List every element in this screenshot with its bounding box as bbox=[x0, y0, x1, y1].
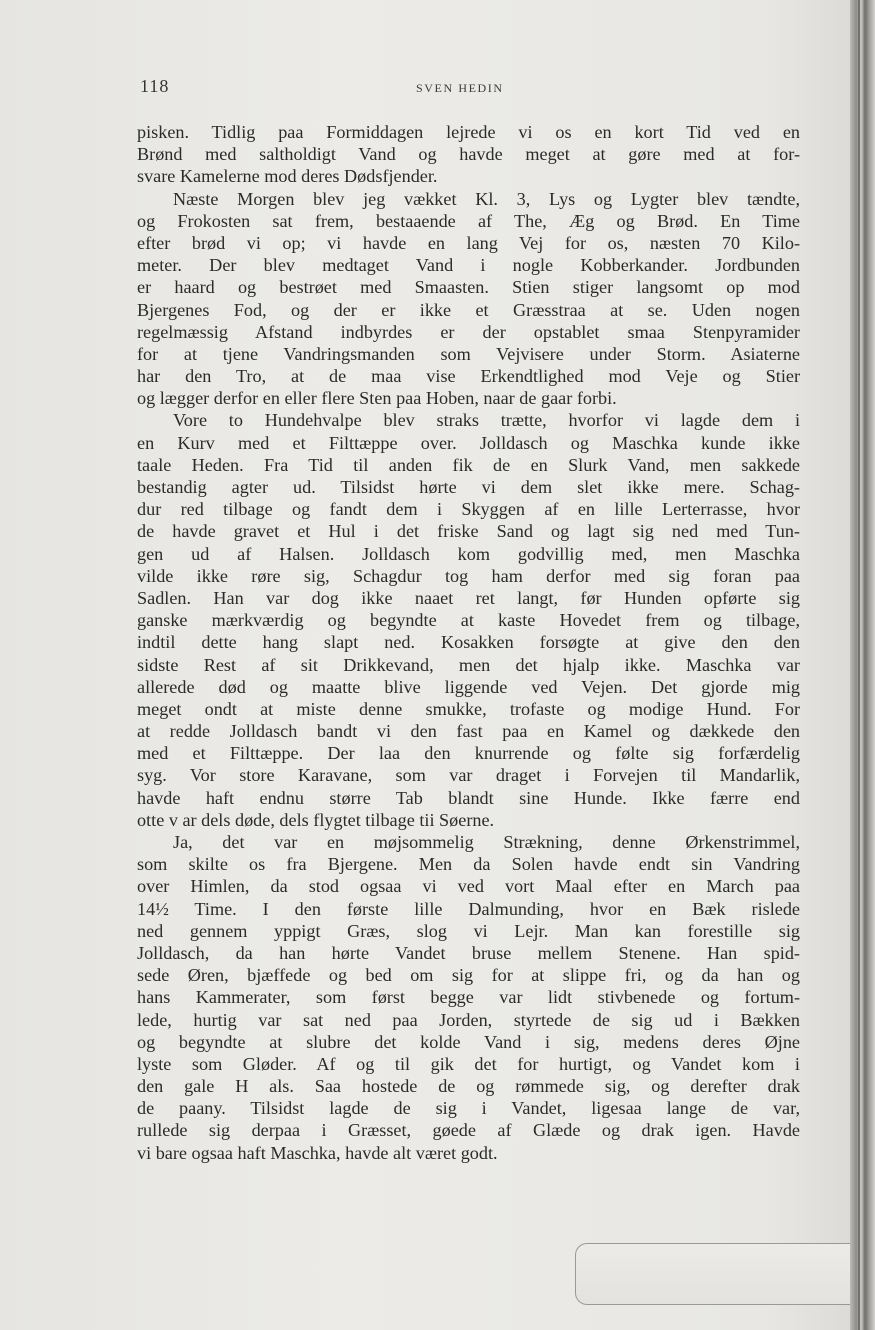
text-line: otte v ar dels døde, dels flygtet tilbage tii Søerne. bbox=[137, 809, 495, 830]
text-line: 14½ Time. I den første lille Dalmunding, hvor en Bæk rislede bbox=[137, 898, 800, 919]
running-title: SVEN HEDIN bbox=[416, 81, 504, 95]
page-number: 118 bbox=[140, 76, 170, 96]
text-line: syg. Vor store Karavane, som var draget i Forvejen til Mandarlik, bbox=[137, 765, 800, 786]
text-line: med et Filttæppe. Der laa den knurrende og følte sig forfærdelig bbox=[137, 743, 800, 764]
text-line: og Frokosten sat frem, bestaaende af The, Æg og Brød. En Time bbox=[137, 210, 800, 231]
text-line: sidste Rest af sit Drikkevand, men det hjalp ikke. Maschka var bbox=[137, 654, 800, 675]
text-line: taale Heden. Fra Tid til anden fik de en Slurk Vand, men sakkede bbox=[137, 454, 800, 475]
text-line: er haard og bestrøet med Smaasten. Stien stiger langsomt op mod bbox=[137, 277, 800, 298]
text-line: de havde gravet et Hul i det friske Sand og lagt sig ned med Tun- bbox=[137, 521, 800, 542]
text-line: for at tjene Vandringsmanden som Vejvisere under Storm. Asiaterne bbox=[137, 343, 800, 364]
text-line: rullede sig derpaa i Græsset, gøede af Glæde og drak igen. Havde bbox=[137, 1120, 800, 1141]
text-line: dur red tilbage og fandt dem i Skyggen af en lille Lerterrasse, hvor bbox=[137, 499, 800, 520]
text-line: Næste Morgen blev jeg vækket Kl. 3, Lys og Lygter blev tændte, bbox=[173, 188, 800, 209]
text-line: hans Kammerater, som først begge var lidt stivbenede og fortum- bbox=[137, 987, 800, 1008]
text-line: den gale H als. Saa hostede de og rømmede sig, og derefter drak bbox=[137, 1076, 800, 1097]
text-line: en Kurv med et Filttæppe over. Jolldasch og Maschka kunde ikke bbox=[137, 432, 800, 453]
text-line: vi bare ogsaa haft Maschka, havde alt været godt. bbox=[137, 1142, 498, 1163]
text-line: Brønd med saltholdigt Vand og havde meget at gøre med at for- bbox=[137, 144, 800, 165]
text-line: bestandig agter ud. Tilsidst hørte vi dem slet ikke mere. Schag- bbox=[137, 477, 800, 497]
text-line: lyste som Gløder. Af og til gik det for hurtigt, og Vandet kom i bbox=[137, 1053, 800, 1074]
text-line: allerede død og maatte blive liggende ved Vejen. Det gjorde mig bbox=[137, 676, 800, 697]
text-line: sede Øren, bjæffede og bed om sig for at slippe fri, og da han og bbox=[137, 965, 800, 986]
body-text bbox=[137, 121, 800, 1164]
page-tab-lip bbox=[575, 1243, 860, 1305]
text-line: Ja, det var en møjsommelig Strækning, denne Ørkenstrimmel, bbox=[173, 832, 800, 852]
text-line: Jolldasch, da han hørte Vandet bruse mellem Stenene. Han spid- bbox=[137, 942, 800, 963]
text-line: havde haft endnu større Tab blandt sine Hunde. Ikke færre end bbox=[137, 787, 800, 808]
text-line: og begyndte at slubre det kolde Vand i sig, medens deres Øjne bbox=[137, 1031, 800, 1052]
text-line: over Himlen, da stod ogsaa vi ved vort Maal efter en March paa bbox=[137, 876, 800, 897]
text-line: vilde ikke røre sig, Schagdur tog ham derfor med sig foran paa bbox=[137, 565, 800, 586]
text-line: lede, hurtig var sat ned paa Jorden, styrtede de sig ud i Bækken bbox=[137, 1009, 800, 1030]
text-line: pisken. Tidlig paa Formiddagen lejrede vi os en kort Tid ved en bbox=[137, 122, 800, 142]
text-line: Vore to Hundehvalpe blev straks trætte, hvorfor vi lagde dem i bbox=[173, 410, 800, 431]
book-binding-edge bbox=[850, 0, 875, 1330]
text-line: at redde Jolldasch bandt vi den fast paa en Kamel og dækkede den bbox=[137, 721, 800, 742]
text-line: indtil dette hang slapt ned. Kosakken forsøgte at give den den bbox=[137, 632, 800, 653]
text-line: meter. Der blev medtaget Vand i nogle Kobberkander. Jordbunden bbox=[137, 255, 800, 276]
text-line: meget ondt at miste denne smukke, trofaste og modige Hund. For bbox=[137, 698, 800, 719]
text-line: regelmæssig Afstand indbyrdes er der opstablet smaa Stenpyramider bbox=[137, 321, 800, 342]
text-line: ganske mærkværdig og begyndte at kaste Hovedet frem og tilbage, bbox=[137, 610, 800, 631]
text-line: som skilte os fra Bjergene. Men da Solen havde endt sin Vandring bbox=[137, 854, 800, 875]
text-line: og lægger derfor en eller flere Sten paa Hoben, naar de gaar forbi. bbox=[137, 388, 617, 409]
text-line: har den Tro, at de maa vise Erkendtlighed mod Veje og Stier bbox=[137, 366, 800, 387]
text-line: Sadlen. Han var dog ikke naaet ret langt, før Hunden opførte sig bbox=[137, 587, 800, 608]
text-line: de paany. Tilsidst lagde de sig i Vandet, ligesaa lange de var, bbox=[137, 1098, 800, 1119]
text-line: Bjergenes Fod, og der er ikke et Græsstraa at se. Uden nogen bbox=[137, 299, 800, 320]
text-line: ned gennem yppigt Græs, slog vi Lejr. Man kan forestille sig bbox=[137, 920, 800, 941]
text-line: svare Kamelerne mod deres Dødsfjender. bbox=[137, 166, 438, 187]
text-line: efter brød vi op; vi havde en lang Vej for os, næsten 70 Kilo- bbox=[137, 232, 800, 253]
text-line: gen ud af Halsen. Jolldasch kom godvillig med, men Maschka bbox=[137, 543, 800, 564]
running-head bbox=[140, 72, 800, 98]
